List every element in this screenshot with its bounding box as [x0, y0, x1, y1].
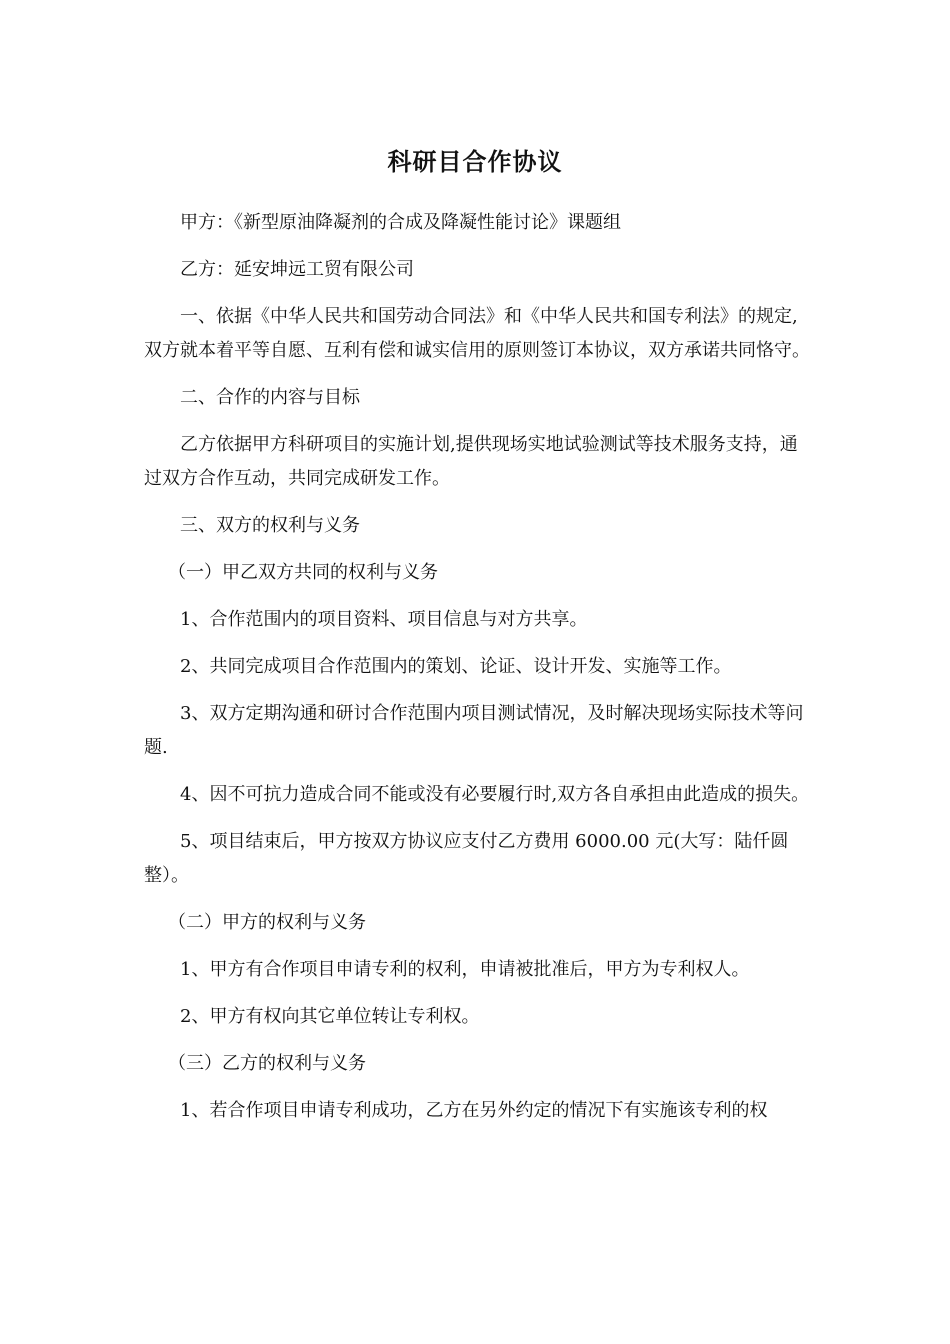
subsection-2-heading: （二）甲方的权利与义务	[168, 912, 366, 933]
party-a: 甲方：《新型原油降凝剂的合成及降凝性能讨论》课题组	[180, 212, 621, 233]
clause-1-2: 2、共同完成项目合作范围内的策划、论证、设计开发、实施等工作。	[180, 656, 732, 677]
clause-1-5: 5、项目结束后，甲方按双方协议应支付乙方费用 6000.00 元(大写：陆仟圆整）。	[144, 831, 789, 886]
section-1-basis: 一、依据《中华人民共和国劳动合同法》和《中华人民共和国专利法》的规定,双方就本着平等自愿、互利有偿和诚实信用的原则签订本协议，双方承诺共同恪守。	[144, 306, 810, 361]
section-2-heading: 二、合作的内容与目标	[180, 387, 360, 408]
party-b: 乙方：延安坤远工贸有限公司	[180, 259, 414, 280]
clause-2-2: 2、甲方有权向其它单位转让专利权。	[180, 1006, 480, 1027]
clause-3-1: 1、若合作项目申请专利成功，乙方在另外约定的情况下有实施该专利的权	[180, 1100, 768, 1121]
document-title: 科研目合作协议	[387, 148, 563, 176]
document-body	[144, 206, 810, 1141]
section-3-heading: 三、双方的权利与义务	[180, 515, 360, 536]
clause-1-3: 3、双方定期沟通和研讨合作范围内项目测试情况，及时解决现场实际技术等问题.	[144, 703, 804, 758]
clause-1-4: 4、因不可抗力造成合同不能或没有必要履行时,双方各自承担由此造成的损失。	[180, 784, 810, 805]
section-2-content: 乙方依据甲方科研项目的实施计划,提供现场实地试验测试等技术服务支持，通过双方合作互动，共同完成研发工作。	[144, 434, 798, 489]
subsection-1-heading: （一）甲乙双方共同的权利与义务	[168, 562, 438, 583]
clause-1-1: 1、合作范围内的项目资料、项目信息与对方共享。	[180, 609, 588, 630]
clause-2-1: 1、甲方有合作项目申请专利的权利，申请被批准后，甲方为专利权人。	[180, 959, 750, 980]
subsection-3-heading: （三）乙方的权利与义务	[168, 1053, 366, 1074]
